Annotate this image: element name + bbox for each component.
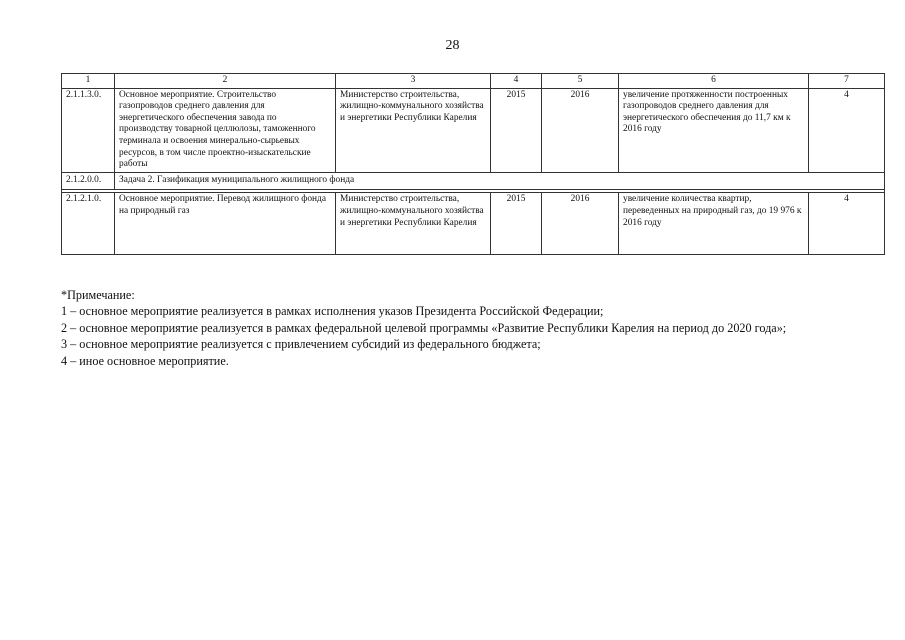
note-code: 4 [809,88,885,172]
row-number: 2.1.1.3.0. [62,88,115,172]
column-header: 1 [62,74,115,89]
notes-section [61,287,881,369]
row-number: 2.1.2.1.0. [62,193,115,255]
note-item: 3 – основное мероприятие реализуется с привлечением субсидий из федерального бюджета; [61,337,541,352]
executor-name: Министерство строительства, жилищно-коммунального хозяйства и энергетики Республики Карелия [336,193,491,255]
task-row [62,172,885,190]
row-number: 2.1.2.0.0. [62,172,115,190]
column-header: 7 [809,74,885,89]
note-item: 1 – основное мероприятие реализуется в рамках исполнения указов Президента Российской Федерации; [61,304,604,319]
executor-name: Министерство строительства, жилищно-коммунального хозяйства и энергетики Республики Карелия [336,88,491,172]
end-year: 2016 [542,88,619,172]
note-item: 2 – основное мероприятие реализуется в рамках федеральной целевой программы «Развитие Республики Карелия на период до 2020 года»; [61,320,787,335]
page-number: 28 [445,38,460,53]
events-table [61,73,885,255]
expected-result: увеличение протяженности построенных газопроводов среднего давления для энергетического обеспечения до 11,7 км к 2016 году [619,88,809,172]
notes-title: *Примечание: [61,288,135,302]
table-row [62,88,885,172]
column-header: 5 [542,74,619,89]
table-row [62,193,885,255]
event-name: Основное мероприятие. Перевод жилищного фонда на природный газ [115,193,336,255]
note-code: 4 [809,193,885,255]
note-item: 4 – иное основное мероприятие. [61,353,229,368]
task-title: Задача 2. Газификация муниципального жилищного фонда [115,172,885,190]
column-header: 6 [619,74,809,89]
start-year: 2015 [491,88,542,172]
column-header: 2 [115,74,336,89]
start-year: 2015 [491,193,542,255]
column-header: 3 [336,74,491,89]
end-year: 2016 [542,193,619,255]
expected-result: увеличение количества квартир, переведенных на природный газ, до 19 976 к 2016 году [619,193,809,255]
table-header-row [62,74,885,89]
event-name: Основное мероприятие. Строительство газопроводов среднего давления для энергетического обеспечения завода по производству товарной целлюлозы, таможенного терминала и освоения минерально-сырьевых ресурсов, в том числе проектно-изыскательские работы [115,88,336,172]
column-header: 4 [491,74,542,89]
